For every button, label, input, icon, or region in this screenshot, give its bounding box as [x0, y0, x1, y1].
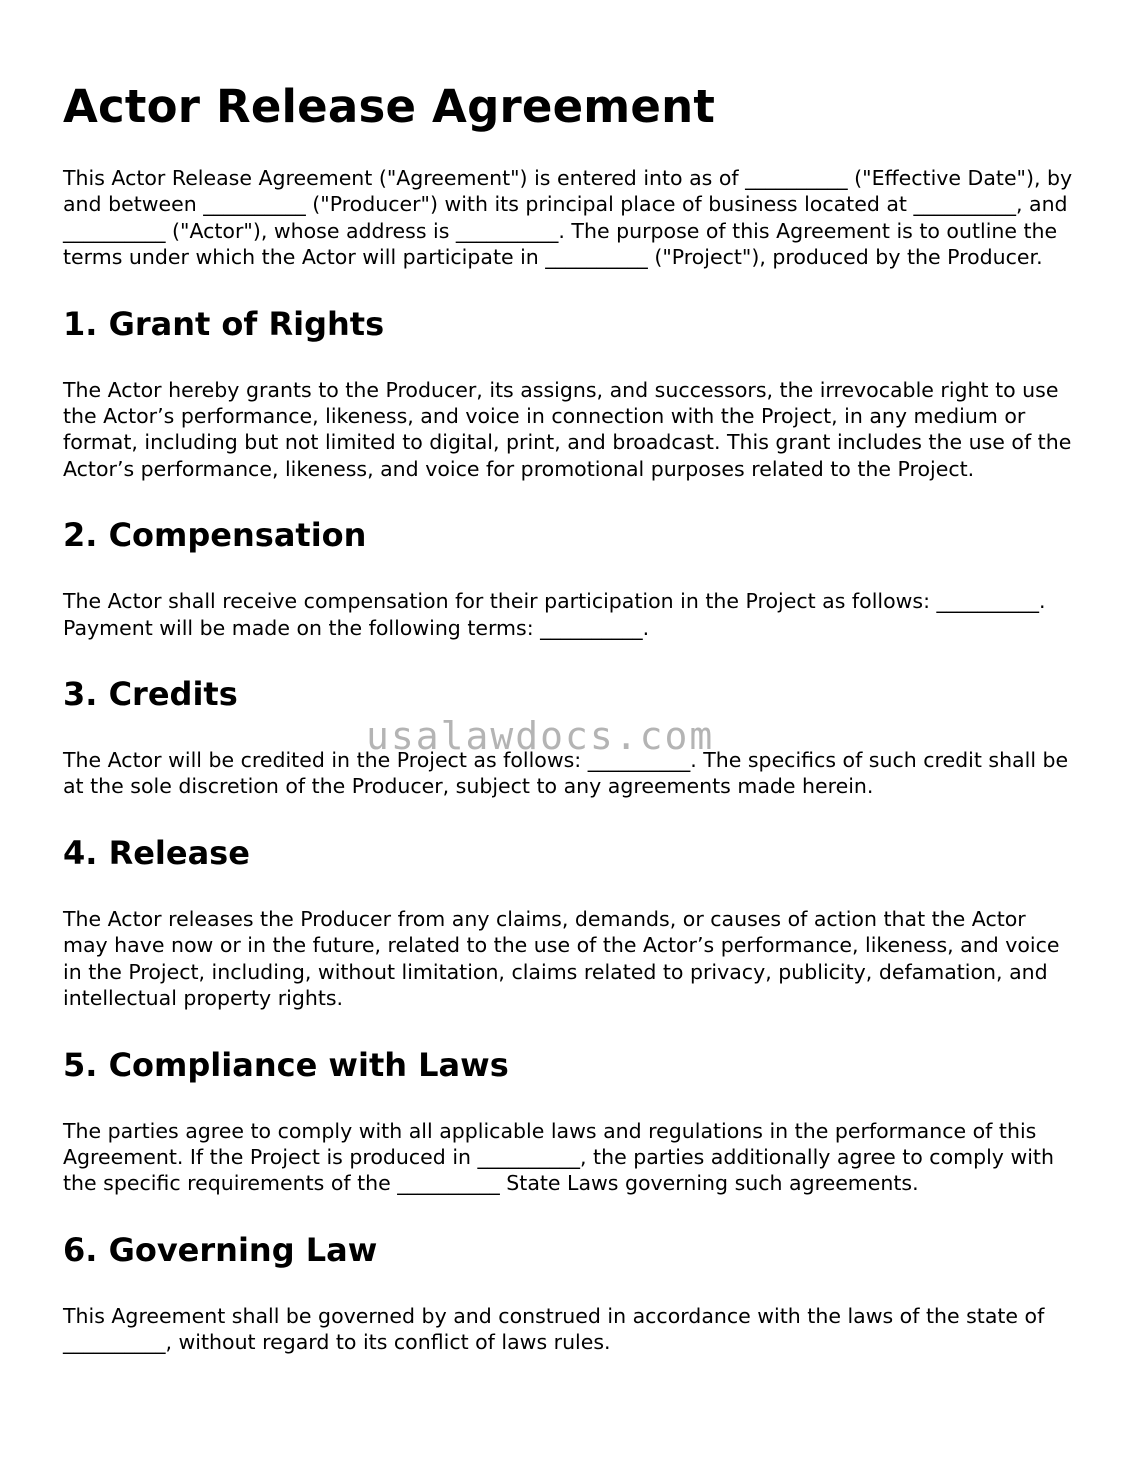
- section-text-compliance: The parties agree to comply with all applicable laws and regulations in the performance of this Agreement. If the Project is produced in __________, the parties additionally agree to comply with the specific requirements of the __________ State Laws governing such agreements.: [63, 1118, 1054, 1196]
- section-heading-grant-of-rights: 1. Grant of Rights: [63, 304, 385, 343]
- section-heading-compliance: 5. Compliance with Laws: [63, 1045, 509, 1084]
- section-text-release: The Actor releases the Producer from any claims, demands, or causes of action that the Actor may have now or in the future, related to the use of the Actor’s performance, likeness, and voice in the Project, including, without limitation, claims related to privacy, publicity, defamation, and intellectual property rights.: [63, 906, 1060, 1011]
- section-text-compensation: The Actor shall receive compensation for their participation in the Project as follows: __________. Payment will be made on the following terms: __________.: [63, 589, 1046, 640]
- document-page: [63, 0, 1073, 1356]
- section-heading-compensation: 2. Compensation: [63, 516, 367, 555]
- watermark: usalawdocs.com: [366, 714, 715, 758]
- intro-paragraph: This Actor Release Agreement ("Agreement") is entered into as of __________ ("Effective Date"), by and between __________ ("Producer") with its principal place of business located at __________, and __________ ("Actor"), whose address is __________. The purpose of this Agreement is to outline the terms under which the Actor will participate in __________ ("Project"), produced by the Producer.: [63, 166, 1073, 270]
- document-title: Actor Release Agreement: [63, 80, 716, 133]
- section-text-governing-law: This Agreement shall be governed by and construed in accordance with the laws of the state of __________, without regard to its conflict of laws rules.: [63, 1303, 1045, 1355]
- section-text-grant-of-rights: The Actor hereby grants to the Producer, its assigns, and successors, the irrevocable right to use the Actor’s performance, likeness, and voice in connection with the Project, in any medium or format, including but not limited to digital, print, and broadcast. This grant includes the use of the Actor’s performance, likeness, and voice for promotional purposes related to the Project.: [63, 377, 1072, 481]
- section-heading-credits: 3. Credits: [63, 675, 238, 714]
- section-heading-governing-law: 6. Governing Law: [63, 1230, 378, 1269]
- section-text-credits: The Actor will be credited in the Project as follows: __________. The specifics of such credit shall be at the sole discretion of the Producer, subject to any agreements made herein.: [63, 748, 1069, 799]
- section-heading-release: 4. Release: [63, 833, 250, 872]
